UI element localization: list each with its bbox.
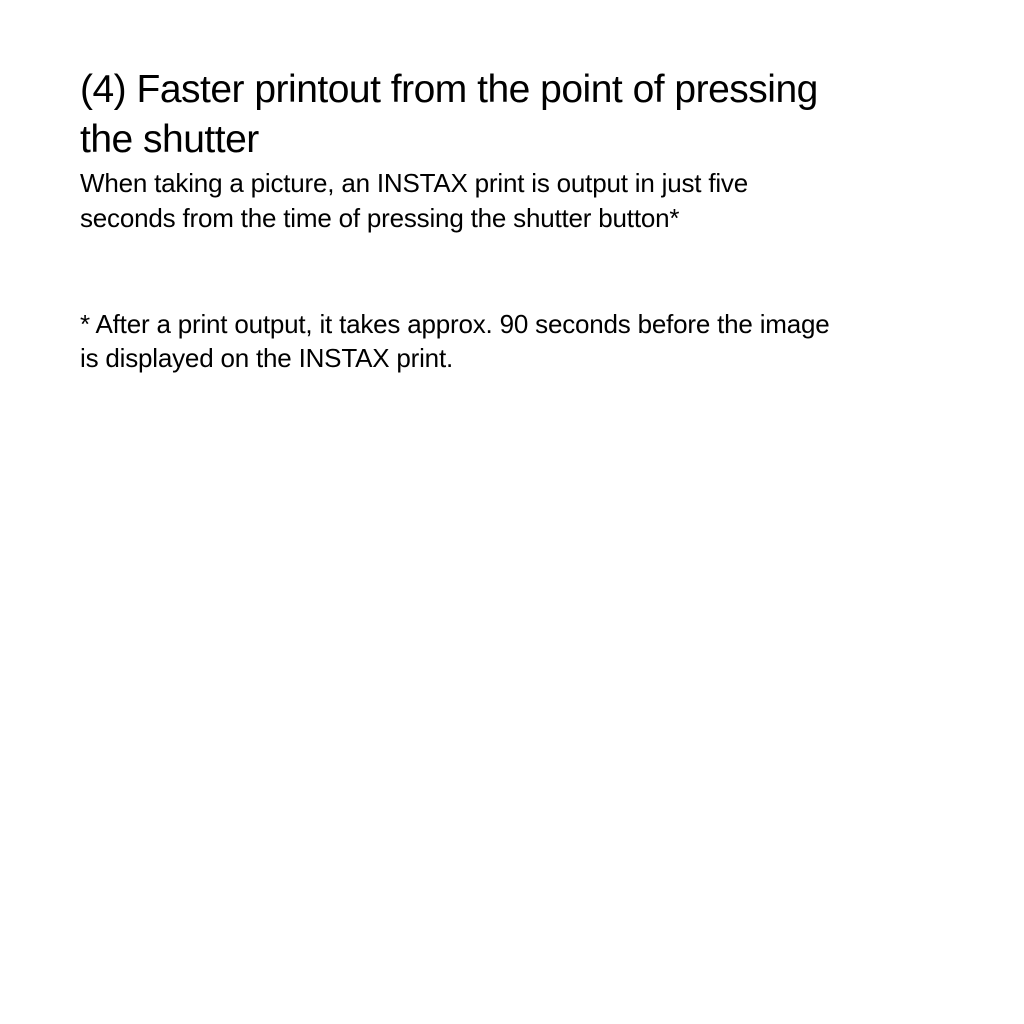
footnote-line-1: * After a print output, it takes approx. 90 seconds before the image	[80, 309, 830, 339]
page-title-line-2: the shutter	[80, 118, 259, 161]
page-title-line-1: (4) Faster printout from the point of pressing	[80, 68, 818, 111]
footnote-paragraph	[80, 307, 964, 375]
footnote-line-2: is displayed on the INSTAX print.	[80, 343, 453, 373]
page-title	[80, 65, 964, 165]
body-paragraph	[80, 166, 964, 236]
body-line-1: When taking a picture, an INSTAX print is output in just five	[80, 168, 748, 198]
body-line-2: seconds from the time of pressing the shutter button*	[80, 203, 680, 233]
